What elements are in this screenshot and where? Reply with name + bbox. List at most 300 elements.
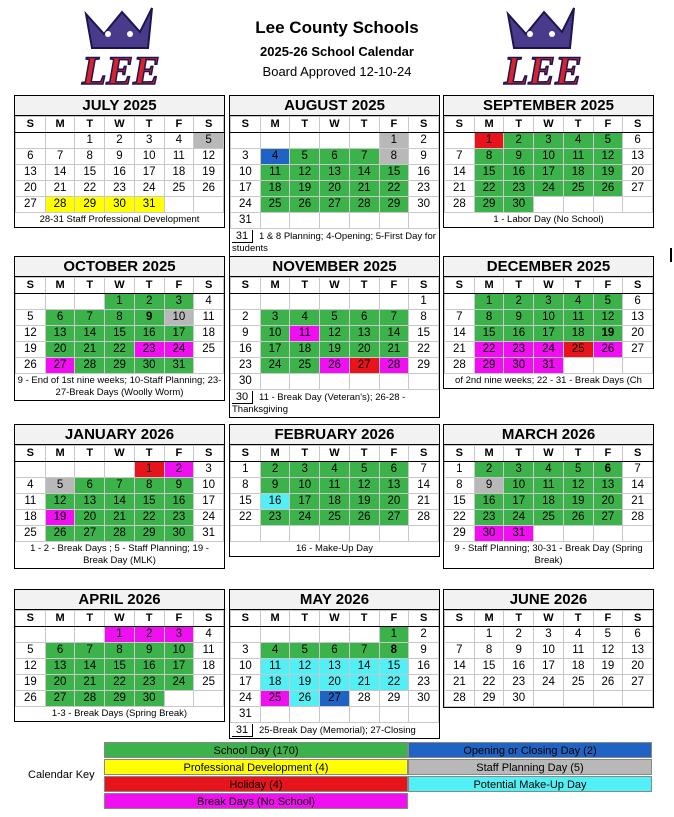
weekday-header: F — [379, 611, 409, 627]
weekday-header: S — [194, 611, 224, 627]
day-cell: 20 — [379, 494, 409, 510]
day-cell: 25 — [260, 691, 290, 707]
day-cell: 24 — [134, 181, 164, 197]
day-cell: 22 — [409, 342, 439, 358]
empty-cell — [260, 374, 290, 390]
empty-cell — [534, 197, 564, 213]
day-cell: 12 — [349, 478, 379, 494]
empty-cell — [194, 691, 224, 707]
overflow-day: 31 — [232, 724, 253, 737]
month-title: AUGUST 2025 — [230, 96, 439, 116]
day-cell: 26 — [563, 510, 593, 526]
day-cell: 22 — [75, 181, 105, 197]
weekday-header: M — [45, 117, 75, 133]
svg-text:LEE: LEE — [82, 48, 160, 88]
day-cell: 13 — [45, 326, 75, 342]
day-cell: 1 — [474, 627, 504, 643]
day-cell: 20 — [320, 181, 350, 197]
weekday-header: T — [290, 446, 320, 462]
day-cell: 5 — [593, 294, 623, 310]
day-cell: 14 — [445, 326, 475, 342]
day-cell: 14 — [105, 494, 135, 510]
day-cell: 8 — [105, 643, 135, 659]
weekday-header: S — [194, 117, 224, 133]
day-cell: 27 — [623, 181, 653, 197]
weekday-header: S — [231, 117, 261, 133]
day-cell: 9 — [134, 643, 164, 659]
empty-cell — [75, 294, 105, 310]
month-title: MAY 2026 — [230, 590, 439, 610]
day-cell: 6 — [45, 643, 75, 659]
day-cell: 29 — [379, 691, 409, 707]
day-cell: 17 — [290, 494, 320, 510]
month-note-text: 9 - Staff Planning; 30-31 - Break Day (Spring Break) — [454, 543, 643, 566]
empty-cell — [563, 358, 593, 374]
day-cell: 14 — [445, 165, 475, 181]
day-cell: 24 — [164, 675, 194, 691]
day-cell: 28 — [75, 691, 105, 707]
day-cell: 6 — [320, 149, 350, 165]
day-cell: 23 — [105, 181, 135, 197]
day-cell: 5 — [349, 462, 379, 478]
day-cell: 2 — [105, 133, 135, 149]
day-cell: 4 — [194, 294, 224, 310]
day-cell: 31 — [194, 526, 224, 542]
day-cell: 14 — [445, 659, 475, 675]
day-cell: 24 — [260, 358, 290, 374]
weekday-header: T — [504, 611, 534, 627]
weekday-header: T — [290, 117, 320, 133]
weekday-header: S — [409, 611, 439, 627]
overflow-day: 31 — [232, 230, 253, 243]
month-note — [230, 542, 439, 556]
day-cell: 19 — [194, 165, 224, 181]
day-cell: 5 — [194, 133, 224, 149]
key-staff-planning-day: Staff Planning Day (5) — [408, 759, 652, 775]
key-potential-makeup-day: Potential Make-Up Day — [408, 776, 652, 792]
day-cell: 12 — [45, 494, 75, 510]
day-cell: 8 — [474, 310, 504, 326]
day-cell: 8 — [409, 310, 439, 326]
day-cell: 25 — [563, 342, 593, 358]
day-cell: 19 — [16, 675, 46, 691]
day-cell: 9 — [134, 310, 164, 326]
day-cell: 24 — [194, 510, 224, 526]
day-cell: 3 — [231, 643, 261, 659]
day-cell: 1 — [105, 627, 135, 643]
weekday-header: W — [534, 611, 564, 627]
day-cell: 19 — [593, 165, 623, 181]
day-cell: 17 — [164, 659, 194, 675]
day-cell: 30 — [134, 358, 164, 374]
day-cell: 23 — [504, 342, 534, 358]
day-cell: 21 — [623, 494, 653, 510]
month-11 — [443, 589, 654, 708]
day-cell: 10 — [260, 326, 290, 342]
day-cell: 3 — [134, 133, 164, 149]
weekday-header: T — [563, 278, 593, 294]
day-cell: 13 — [320, 165, 350, 181]
day-cell: 3 — [164, 627, 194, 643]
day-cell: 14 — [409, 478, 439, 494]
day-cell: 19 — [593, 659, 623, 675]
day-cell: 29 — [134, 526, 164, 542]
empty-cell — [445, 133, 475, 149]
weekday-header: T — [134, 117, 164, 133]
day-cell: 3 — [194, 462, 224, 478]
day-cell: 9 — [504, 310, 534, 326]
day-cell: 6 — [320, 643, 350, 659]
month-title: NOVEMBER 2025 — [230, 257, 439, 277]
day-cell: 11 — [260, 659, 290, 675]
day-cell: 18 — [260, 675, 290, 691]
day-cell: 24 — [231, 197, 261, 213]
day-cell: 19 — [593, 326, 623, 342]
month-title: JANUARY 2026 — [15, 425, 224, 445]
month-note-text: of 2nd nine weeks; 22 - 31 - Break Days (Ch — [455, 375, 642, 386]
day-cell: 17 — [534, 165, 564, 181]
day-cell: 17 — [164, 326, 194, 342]
day-cell: 31 — [534, 358, 564, 374]
day-cell: 30 — [231, 374, 261, 390]
empty-cell — [164, 197, 194, 213]
day-cell: 12 — [563, 478, 593, 494]
weekday-header: F — [164, 117, 194, 133]
day-cell: 21 — [445, 342, 475, 358]
empty-cell — [534, 526, 564, 542]
day-cell: 24 — [534, 342, 564, 358]
day-cell: 16 — [134, 326, 164, 342]
day-cell: 12 — [290, 659, 320, 675]
month-title: DECEMBER 2025 — [444, 257, 653, 277]
header — [0, 0, 674, 92]
day-cell: 8 — [474, 643, 504, 659]
empty-cell — [290, 294, 320, 310]
empty-cell — [593, 358, 623, 374]
day-cell: 18 — [194, 659, 224, 675]
day-cell: 16 — [260, 494, 290, 510]
day-cell: 5 — [593, 627, 623, 643]
key-school-day: School Day (170) — [104, 742, 408, 758]
day-cell: 11 — [290, 326, 320, 342]
weekday-header: F — [164, 446, 194, 462]
day-cell: 9 — [504, 149, 534, 165]
day-cell: 4 — [164, 133, 194, 149]
empty-cell — [231, 133, 261, 149]
day-cell: 1 — [445, 462, 475, 478]
weekday-header: W — [320, 117, 350, 133]
day-cell: 31 — [134, 197, 164, 213]
day-cell: 17 — [134, 165, 164, 181]
empty-cell — [320, 294, 350, 310]
key-professional-development: Professional Development (4) — [104, 759, 408, 775]
day-cell: 30 — [474, 526, 504, 542]
month-title: FEBRUARY 2026 — [230, 425, 439, 445]
day-cell: 23 — [260, 510, 290, 526]
empty-cell — [260, 133, 290, 149]
day-cell: 2 — [164, 462, 194, 478]
day-cell: 10 — [504, 478, 534, 494]
day-cell: 3 — [164, 294, 194, 310]
empty-cell — [563, 691, 593, 707]
day-cell: 21 — [45, 181, 75, 197]
empty-cell — [290, 526, 320, 542]
day-cell: 15 — [134, 494, 164, 510]
empty-cell — [320, 133, 350, 149]
day-cell: 8 — [474, 149, 504, 165]
day-cell: 1 — [474, 294, 504, 310]
month-3 — [14, 256, 225, 401]
day-cell: 30 — [504, 358, 534, 374]
day-cell: 5 — [563, 462, 593, 478]
month-note-text: 25-Break Day (Memorial); 27-Closing — [259, 725, 416, 736]
weekday-header: T — [504, 117, 534, 133]
day-cell: 1 — [105, 294, 135, 310]
day-cell: 12 — [194, 149, 224, 165]
day-cell: 18 — [563, 165, 593, 181]
day-cell: 2 — [134, 627, 164, 643]
weekday-header: S — [16, 446, 46, 462]
day-cell: 27 — [379, 510, 409, 526]
weekday-header: T — [349, 278, 379, 294]
day-cell: 5 — [16, 643, 46, 659]
day-cell: 10 — [290, 478, 320, 494]
day-cell: 16 — [231, 342, 261, 358]
day-cell: 22 — [134, 510, 164, 526]
empty-cell — [75, 627, 105, 643]
month-2 — [443, 95, 654, 228]
empty-cell — [445, 627, 475, 643]
month-7 — [229, 424, 440, 557]
day-cell: 25 — [563, 181, 593, 197]
day-cell: 7 — [445, 149, 475, 165]
empty-cell — [45, 627, 75, 643]
empty-cell — [349, 374, 379, 390]
day-cell: 23 — [164, 510, 194, 526]
day-cell: 16 — [504, 326, 534, 342]
empty-cell — [290, 133, 320, 149]
empty-cell — [105, 462, 135, 478]
empty-cell — [290, 374, 320, 390]
day-cell: 10 — [231, 165, 261, 181]
day-cell: 15 — [474, 659, 504, 675]
empty-cell — [164, 691, 194, 707]
day-cell: 19 — [290, 675, 320, 691]
day-cell: 26 — [290, 691, 320, 707]
empty-cell — [563, 197, 593, 213]
day-cell: 27 — [593, 510, 623, 526]
weekday-header: S — [445, 446, 475, 462]
calendar-key-label: Calendar Key — [28, 769, 95, 781]
page-title: Lee County Schools — [255, 18, 419, 37]
weekday-header: M — [260, 446, 290, 462]
day-cell: 20 — [16, 181, 46, 197]
day-cell: 31 — [231, 213, 261, 229]
day-cell: 1 — [379, 627, 409, 643]
day-cell: 13 — [593, 478, 623, 494]
empty-cell — [320, 627, 350, 643]
month-note-text: 28-31 Staff Professional Development — [39, 214, 200, 225]
day-cell: 2 — [231, 310, 261, 326]
weekday-header: T — [504, 446, 534, 462]
day-cell: 27 — [623, 675, 653, 691]
weekday-header: M — [260, 278, 290, 294]
empty-cell — [45, 462, 75, 478]
day-cell: 12 — [593, 643, 623, 659]
day-cell: 6 — [623, 294, 653, 310]
empty-cell — [409, 213, 439, 229]
empty-cell — [260, 294, 290, 310]
month-note — [444, 374, 653, 388]
empty-cell — [16, 462, 46, 478]
day-cell: 30 — [504, 691, 534, 707]
weekday-header: F — [379, 278, 409, 294]
weekday-header: S — [194, 278, 224, 294]
day-cell: 28 — [349, 691, 379, 707]
day-cell: 8 — [379, 643, 409, 659]
weekday-header: M — [45, 446, 75, 462]
day-cell: 26 — [194, 181, 224, 197]
weekday-header: T — [134, 278, 164, 294]
empty-cell — [349, 627, 379, 643]
empty-cell — [349, 294, 379, 310]
day-cell: 3 — [534, 294, 564, 310]
day-cell: 29 — [474, 358, 504, 374]
day-cell: 20 — [623, 659, 653, 675]
day-cell: 10 — [164, 643, 194, 659]
day-cell: 25 — [563, 675, 593, 691]
day-cell: 8 — [105, 310, 135, 326]
empty-cell — [260, 707, 290, 723]
page-subtitle: 2025-26 School Calendar — [260, 44, 414, 59]
day-cell: 30 — [409, 691, 439, 707]
day-cell: 4 — [563, 133, 593, 149]
empty-cell — [349, 707, 379, 723]
day-cell: 18 — [194, 326, 224, 342]
day-cell: 9 — [474, 478, 504, 494]
empty-cell — [623, 526, 653, 542]
day-cell: 5 — [290, 643, 320, 659]
day-cell: 15 — [445, 494, 475, 510]
day-cell: 9 — [260, 478, 290, 494]
weekday-header: M — [474, 446, 504, 462]
day-cell: 31 — [164, 358, 194, 374]
empty-cell — [534, 691, 564, 707]
day-cell: 29 — [105, 691, 135, 707]
day-cell: 15 — [474, 326, 504, 342]
day-cell: 28 — [105, 526, 135, 542]
day-cell: 20 — [320, 675, 350, 691]
day-cell: 26 — [593, 181, 623, 197]
month-note-text: 9 - End of 1st nine weeks; 10-Staff Planning; 23-27-Break Days (Woolly Worm) — [17, 375, 222, 398]
day-cell: 4 — [260, 643, 290, 659]
weekday-header: T — [290, 611, 320, 627]
day-cell: 26 — [290, 197, 320, 213]
weekday-header: S — [445, 278, 475, 294]
day-cell: 21 — [379, 342, 409, 358]
empty-cell — [194, 197, 224, 213]
day-cell: 19 — [349, 494, 379, 510]
empty-cell — [290, 627, 320, 643]
day-cell: 14 — [75, 326, 105, 342]
weekday-header: T — [349, 446, 379, 462]
day-cell: 12 — [16, 326, 46, 342]
empty-cell — [623, 197, 653, 213]
day-cell: 29 — [379, 197, 409, 213]
weekday-header: M — [474, 611, 504, 627]
day-cell: 28 — [75, 358, 105, 374]
day-cell: 1 — [379, 133, 409, 149]
day-cell: 10 — [134, 149, 164, 165]
day-cell: 14 — [75, 659, 105, 675]
day-cell: 25 — [16, 526, 46, 542]
day-cell: 29 — [75, 197, 105, 213]
svg-text:LEE: LEE — [504, 48, 582, 88]
day-cell: 2 — [504, 627, 534, 643]
month-5 — [443, 256, 654, 389]
day-cell: 7 — [379, 310, 409, 326]
day-cell: 19 — [16, 342, 46, 358]
weekday-header: T — [134, 446, 164, 462]
weekday-header: S — [16, 117, 46, 133]
empty-cell — [593, 197, 623, 213]
day-cell: 5 — [320, 310, 350, 326]
day-cell: 7 — [623, 462, 653, 478]
day-cell: 14 — [349, 165, 379, 181]
month-title: OCTOBER 2025 — [15, 257, 224, 277]
day-cell: 25 — [194, 675, 224, 691]
day-cell: 23 — [409, 675, 439, 691]
day-cell: 5 — [290, 149, 320, 165]
day-cell: 8 — [134, 478, 164, 494]
day-cell: 10 — [534, 643, 564, 659]
day-cell: 25 — [320, 510, 350, 526]
day-cell: 25 — [164, 181, 194, 197]
day-cell: 22 — [105, 675, 135, 691]
day-cell: 7 — [75, 310, 105, 326]
day-cell: 21 — [75, 342, 105, 358]
day-cell: 27 — [320, 691, 350, 707]
weekday-header: M — [45, 611, 75, 627]
weekday-header: S — [16, 611, 46, 627]
day-cell: 4 — [563, 627, 593, 643]
month-title: JUNE 2026 — [444, 590, 653, 610]
weekday-header: S — [445, 117, 475, 133]
day-cell: 27 — [75, 526, 105, 542]
day-cell: 16 — [474, 494, 504, 510]
day-cell: 18 — [534, 494, 564, 510]
empty-cell — [260, 213, 290, 229]
day-cell: 10 — [231, 659, 261, 675]
day-cell: 23 — [504, 675, 534, 691]
empty-cell — [593, 691, 623, 707]
day-cell: 20 — [593, 494, 623, 510]
day-cell: 15 — [474, 165, 504, 181]
empty-cell — [623, 358, 653, 374]
day-cell: 2 — [260, 462, 290, 478]
day-cell: 9 — [231, 326, 261, 342]
day-cell: 31 — [504, 526, 534, 542]
month-9 — [14, 589, 225, 722]
day-cell: 22 — [474, 342, 504, 358]
month-note-text: 11 - Break Day (Veteran's); 26-28 - Thanksgiving — [232, 392, 406, 415]
day-cell: 6 — [349, 310, 379, 326]
empty-cell — [320, 213, 350, 229]
weekday-header: M — [45, 278, 75, 294]
day-cell: 10 — [164, 310, 194, 326]
weekday-header: S — [231, 278, 261, 294]
day-cell: 11 — [563, 149, 593, 165]
